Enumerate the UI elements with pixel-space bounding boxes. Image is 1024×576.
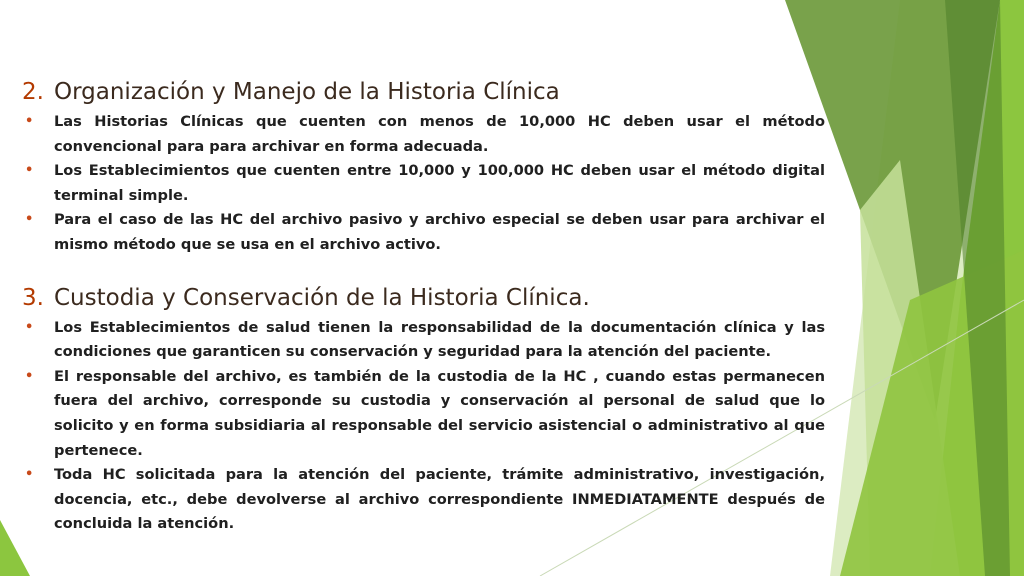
section-number: 2. bbox=[22, 79, 44, 105]
section-title: Organización y Manejo de la Historia Clínica bbox=[54, 79, 560, 105]
bullet-item bbox=[22, 463, 825, 537]
section-title: Custodia y Conservación de la Historia Clínica. bbox=[54, 284, 590, 311]
bullet-text: Los Establecimientos que cuenten entre 10,000 y 100,000 HC deben usar el método digital terminal simple. bbox=[54, 162, 825, 204]
bullet-icon: • bbox=[25, 467, 34, 483]
bullet-text: Los Establecimientos de salud tienen la responsabilidad de la documentación clínica y las condiciones que garanticen su conservación y seguridad para la atención del paciente. bbox=[54, 318, 825, 361]
section-heading bbox=[22, 282, 825, 314]
bullet-text: Para el caso de las HC del archivo pasivo y archivo especial se deben usar para archivar el mismo método que se usa en el archivo activo. bbox=[54, 211, 825, 253]
bullet-icon: • bbox=[25, 212, 34, 228]
bullet-item bbox=[22, 159, 825, 208]
bullet-icon: • bbox=[25, 163, 34, 179]
bullet-text: Las Historias Clínicas que cuenten con menos de 10,000 HC deben usar el método convencional para para archivar en forma adecuada. bbox=[54, 113, 825, 155]
section-organizacion bbox=[22, 76, 825, 258]
bullet-list bbox=[22, 110, 825, 258]
bullet-item bbox=[22, 365, 825, 463]
bullet-item bbox=[22, 316, 825, 365]
slide-content bbox=[22, 76, 825, 537]
section-custodia bbox=[22, 282, 825, 537]
bullet-icon: • bbox=[25, 114, 34, 129]
bullet-text: El responsable del archivo, es también de la custodia de la HC , cuando estas permanecen fuera del archivo, corresponde su custodia y conservación al personal de salud que lo solicito y en forma subsidiaria al responsable del servicio asistencial o administrativo al que pertenece. bbox=[54, 367, 825, 459]
bullet-item bbox=[22, 110, 825, 159]
bullet-icon: • bbox=[25, 368, 34, 384]
section-number: 3. bbox=[22, 284, 44, 311]
bullet-item bbox=[22, 208, 825, 257]
bullet-list bbox=[22, 316, 825, 537]
bullet-text: Toda HC solicitada para la atención del paciente, trámite administrativo, investigación, docencia, etc., debe devolverse al archivo correspondiente INMEDIATAMENTE después de concluida la atención. bbox=[54, 466, 825, 533]
bullet-icon: • bbox=[25, 319, 34, 335]
section-heading bbox=[22, 76, 825, 108]
